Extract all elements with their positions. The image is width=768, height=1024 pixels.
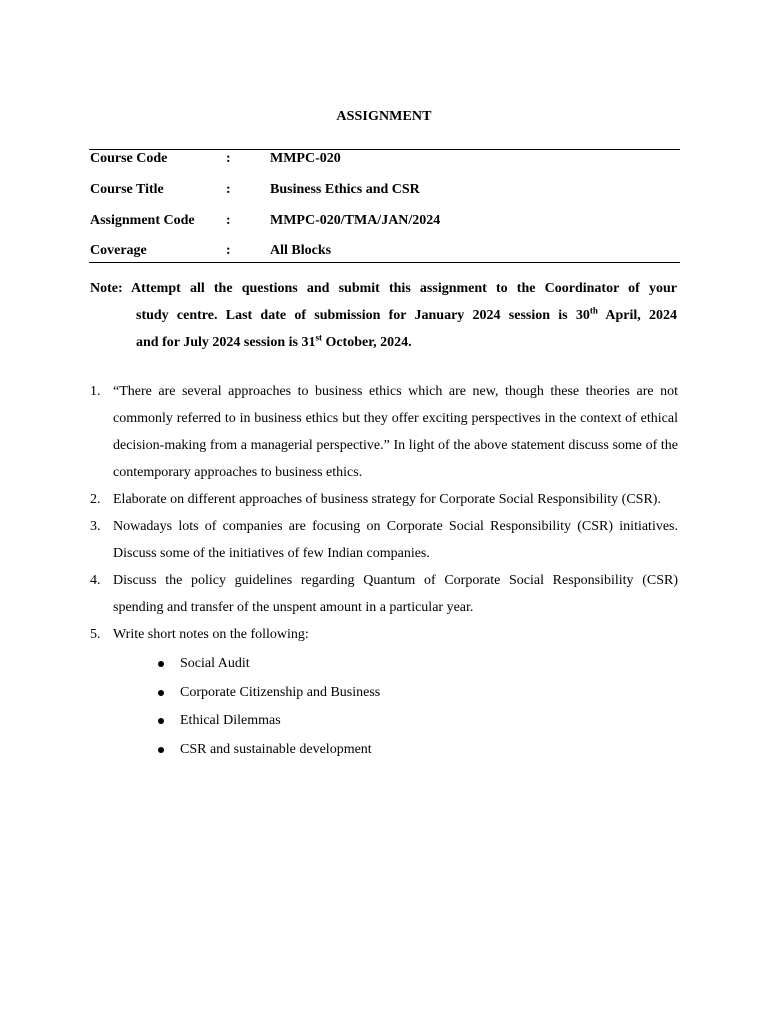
ordinal-suffix: th <box>589 305 598 316</box>
meta-value: MMPC-020/TMA/JAN/2024 <box>270 213 441 228</box>
question-item <box>90 486 678 513</box>
note-line-3 <box>90 329 677 356</box>
meta-row-assignment-code <box>90 213 680 233</box>
ordinal-suffix: st <box>315 332 322 343</box>
question-number: 4. <box>90 573 101 588</box>
meta-label: Course Title <box>90 182 164 197</box>
short-note-item <box>113 707 678 736</box>
question-text: Discuss the policy guidelines regarding Quantum of Corporate Social Responsibility (CSR) spending and transfer of the unspent amount in a particular year. <box>113 573 678 615</box>
note-text: October, 2024. <box>321 335 412 350</box>
short-note-text: CSR and sustainable development <box>180 741 372 757</box>
meta-colon: : <box>226 151 231 166</box>
question-number: 3. <box>90 519 101 534</box>
meta-colon: : <box>226 243 231 258</box>
bullet-icon <box>158 718 164 724</box>
meta-value: Business Ethics and CSR <box>270 182 420 197</box>
meta-row-coverage <box>90 243 680 263</box>
question-number: 2. <box>90 492 101 507</box>
short-note-item <box>113 650 678 679</box>
meta-colon: : <box>226 213 231 228</box>
note-line-2 <box>90 302 677 329</box>
page-title: ASSIGNMENT <box>336 109 432 124</box>
meta-value: All Blocks <box>270 243 332 258</box>
question-text: Write short notes on the following: <box>113 627 309 642</box>
meta-row-course-title <box>90 182 680 202</box>
table-bottom-rule <box>89 262 680 263</box>
short-notes-list <box>113 650 678 764</box>
question-item <box>90 513 678 567</box>
question-text: Nowadays lots of companies are focusing on Corporate Social Responsibility (CSR) initiatives. Discuss some of the initiatives of few Indian companies. <box>113 519 678 561</box>
note-text: study centre. Last date of submission for January 2024 session is 30 <box>136 308 590 323</box>
question-item <box>90 621 678 764</box>
meta-label: Course Code <box>90 151 168 166</box>
submission-note <box>90 275 677 356</box>
note-text: and for July 2024 session is 31 <box>136 335 316 350</box>
short-note-text: Corporate Citizenship and Business <box>180 684 381 700</box>
meta-label: Coverage <box>90 243 147 258</box>
meta-value: MMPC-020 <box>270 151 341 166</box>
question-item <box>90 567 678 621</box>
question-number: 5. <box>90 627 101 642</box>
table-top-rule <box>89 149 680 150</box>
short-note-item <box>113 679 678 708</box>
question-item <box>90 378 678 486</box>
short-note-text: Social Audit <box>180 656 250 671</box>
bullet-icon <box>158 690 164 696</box>
short-note-item <box>113 736 678 765</box>
question-text: “There are several approaches to business ethics which are new, though these theories are not commonly referred to in business ethics but they offer exciting perspectives in the context of ethical decision-making from a managerial perspective.” In light of the above statement discuss some of the contemporary approaches to business ethics. <box>113 384 678 480</box>
bullet-icon <box>158 661 164 667</box>
short-note-text: Ethical Dilemmas <box>180 713 281 728</box>
question-list <box>90 378 678 764</box>
meta-label: Assignment Code <box>90 213 195 228</box>
question-number: 1. <box>90 384 101 399</box>
note-line-1: Note: Attempt all the questions and submit this assignment to the Coordinator of your <box>90 281 677 296</box>
note-text: April, 2024 <box>597 308 677 323</box>
meta-row-course-code <box>90 151 680 171</box>
meta-colon: : <box>226 182 231 197</box>
question-text: Elaborate on different approaches of business strategy for Corporate Social Responsibility (CSR). <box>113 492 661 507</box>
bullet-icon <box>158 747 164 753</box>
